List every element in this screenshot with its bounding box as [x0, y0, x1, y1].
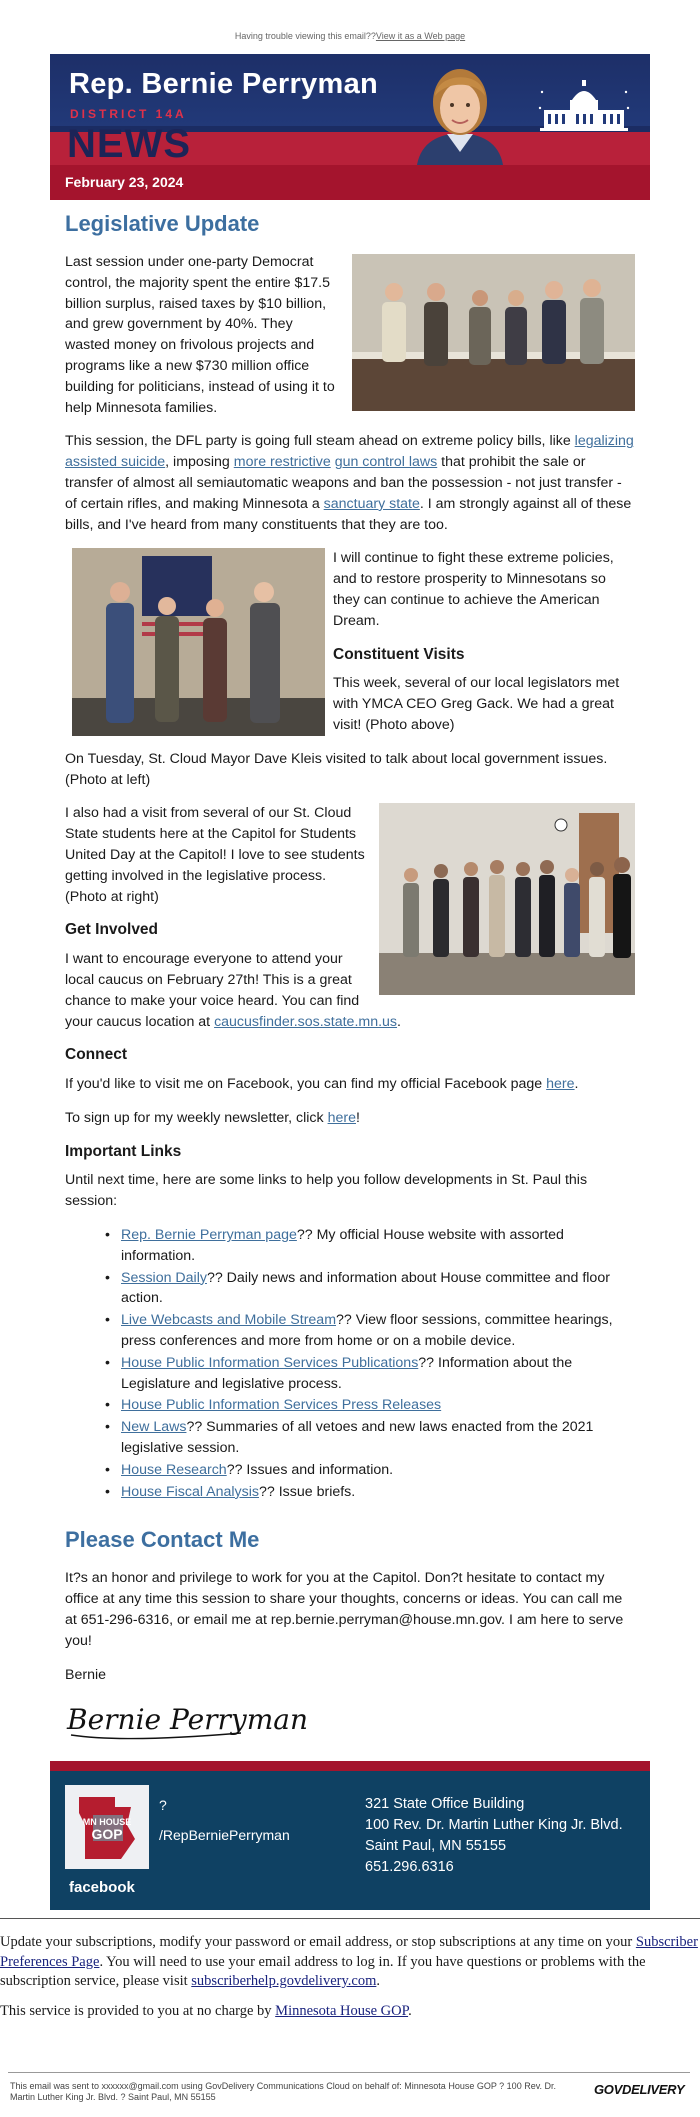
issue-date: February 23, 2024	[50, 165, 650, 200]
footer-question: ?	[159, 1797, 167, 1814]
subscription-paragraph: Update your subscriptions, modify your password or email address, or stop subscriptions at any time on your Subscriber Preferences Page. You will need to use your email address to log in. If you have questions or problems with the subscription service, please visit subscriberhelp.govdelivery.com.	[0, 1934, 698, 1989]
subscriber-preferences-link[interactable]: Subscriber Preferences Page	[0, 1934, 698, 1970]
gun-control-link[interactable]: gun control laws	[334, 454, 438, 471]
contact-heading: Please Contact Me	[65, 1527, 260, 1553]
list-item: • Session Daily?? Daily news and information about House committee and floor action.	[105, 1269, 610, 1307]
newsletter-signup-link[interactable]: here	[327, 1109, 356, 1126]
house-research-link[interactable]: House Research	[121, 1461, 227, 1478]
constituent-visits-heading: Constituent Visits	[333, 645, 465, 663]
signoff: Bernie	[65, 1666, 107, 1683]
newsletter-paragraph: To sign up for my weekly newsletter, click here!	[65, 1109, 360, 1126]
preheader	[0, 0, 700, 54]
important-links-list	[65, 1225, 635, 1502]
signature-image	[65, 1689, 309, 1751]
contact-paragraph: It?s an honor and privilege to work for you at the Capitol. Don?t hesitate to contact my office at any time this session to share your thoughts, concerns or ideas. You can call me at 651-296-6316, or email me at rep.bernie.perryman@house.mn.gov. I am here to serve you!	[65, 1570, 624, 1649]
session-daily-link[interactable]: Session Daily	[121, 1269, 207, 1286]
svg-text:GOP: GOP	[91, 1826, 123, 1843]
connect-heading: Connect	[65, 1046, 127, 1064]
list-item: • Rep. Bernie Perryman page?? My official House website with assorted information.	[105, 1227, 564, 1264]
more-restrictive-link[interactable]: more restrictive	[233, 454, 331, 471]
footer	[50, 1771, 650, 1910]
banner-news: NEWS	[67, 122, 191, 166]
new-laws-link[interactable]: New Laws	[121, 1419, 187, 1436]
caucus-finder-link[interactable]: caucusfinder.sos.state.mn.us	[214, 1013, 398, 1030]
important-links-intro: Until next time, here are some links to help you follow developments in St. Paul this session:	[65, 1172, 588, 1210]
visits-paragraph-3: I also had a visit from several of our St. Cloud State students here at the Capitol for Students United Day at the Capitol! I love to see students getting involved in the legislative process. (Photo at right)	[65, 805, 365, 905]
legislative-paragraph-1: Last session under one-party Democrat control, the majority spent the entire $17.5 billion surplus, raised taxes by $10 billion, and grew government by 40%. They wasted money on frivolous projects and programs like a new $730 million office building for politicians, instead of using it to help Minnesota families.	[65, 254, 335, 416]
banner-district: DISTRICT 14A	[70, 107, 187, 121]
house-gop-link[interactable]: Minnesota House GOP	[275, 2002, 409, 2019]
facebook-page-link[interactable]: here	[546, 1076, 575, 1093]
list-item: • House Public Information Services Press Releases	[105, 1397, 442, 1414]
banner-name: Rep. Bernie Perryman	[69, 68, 379, 100]
office-address: 321 State Office Building 100 Rev. Dr. Martin Luther King Jr. Blvd. Saint Paul, MN 55155 651.296.6316	[365, 1796, 623, 1876]
fineprint-divider	[8, 2072, 690, 2073]
important-links-heading: Important Links	[65, 1142, 182, 1160]
press-releases-link[interactable]: House Public Information Services Press Releases	[121, 1397, 442, 1414]
get-involved-heading: Get Involved	[65, 921, 159, 939]
service-paragraph: This service is provided to you at no charge by Minnesota House GOP.	[0, 2002, 412, 2019]
fiscal-analysis-link[interactable]: House Fiscal Analysis	[121, 1483, 259, 1500]
list-item: • House Research?? Issues and information.	[105, 1461, 394, 1478]
get-involved-paragraph: I want to encourage everyone to attend your local caucus on February 27th! This is a great chance to make your voice heard. You can find your caucus location at caucusfinder.sos.state.mn.us.	[65, 951, 401, 1030]
legislative-paragraph-2: This session, the DFL party is going full steam ahead on extreme policy bills, like legalizing assisted suicide, imposing more restrictive gun control laws that prohibit the sale or transfer of almost all semiautomatic weapons and ban the possession - not just transfer - of certain rifles, and making Minnesota a sanctuary state. I am strongly against all of these bills, and I've heard from many constituents that they are too.	[65, 433, 634, 533]
visits-paragraph-2: On Tuesday, St. Cloud Mayor Dave Kleis visited to talk about local government issues. (Photo at left)	[65, 750, 608, 788]
facebook-handle[interactable]: /RepBerniePerryman	[159, 1827, 290, 1844]
legislative-update-heading: Legislative Update	[65, 211, 260, 236]
legislative-paragraph-3: I will continue to fight these extreme policies, and to restore prosperity to Minnesotans so they can continue to achieve the American Dream.	[333, 550, 614, 629]
publications-link[interactable]: House Public Information Services Publications	[121, 1354, 419, 1371]
mayor-visit-photo	[72, 548, 325, 736]
footer-divider	[50, 1761, 650, 1771]
main-content	[50, 200, 650, 1761]
signature-text: Bernie Perryman	[67, 1703, 309, 1737]
facebook-label[interactable]: facebook	[69, 1879, 135, 1897]
subscriber-help-link[interactable]: subscriberhelp.govdelivery.com	[191, 1973, 377, 1989]
webcasts-link[interactable]: Live Webcasts and Mobile Stream	[121, 1312, 337, 1329]
list-item: • Live Webcasts and Mobile Stream?? View floor sessions, committee hearings, press conferences and more from home or on a mobile device.	[105, 1312, 613, 1350]
legislators-ymca-photo	[352, 254, 635, 411]
students-visit-photo	[379, 803, 635, 995]
svg-text:MN HOUSE: MN HOUSE	[82, 1817, 132, 1828]
list-item: • House Fiscal Analysis?? Issue briefs.	[105, 1483, 356, 1500]
subscription-notice	[0, 1918, 700, 2031]
preheader-text: Having trouble viewing this email??	[234, 31, 376, 41]
govdelivery-logo[interactable]: GOVDELIVERY	[594, 2082, 685, 2097]
fineprint: This email was sent to xxxxxx@gmail.com using GovDelivery Communications Cloud on behalf of: Minnesota House GOP ? 100 Rev. Dr. Martin Luther King Jr. Blvd. ? Saint Paul, MN 55155	[10, 2081, 557, 2102]
sanctuary-state-link[interactable]: sanctuary state	[323, 495, 420, 512]
view-web-link[interactable]: View it as a Web page	[375, 31, 466, 41]
portrait-image	[407, 56, 513, 165]
header-banner	[50, 54, 650, 165]
signature	[65, 1689, 635, 1761]
house-gop-logo[interactable]	[65, 1785, 149, 1869]
house-page-link[interactable]: Rep. Bernie Perryman page	[121, 1227, 297, 1244]
newsletter	[50, 54, 650, 1910]
list-item: • House Public Information Services Publications?? Information about the Legislature and legislative process.	[105, 1354, 573, 1392]
capitol-icon	[534, 80, 634, 132]
list-item: • New Laws?? Summaries of all vetoes and new laws enacted from the 2021 legislative session.	[105, 1419, 594, 1457]
assisted-suicide-link[interactable]: legalizing assisted suicide	[65, 433, 634, 471]
visits-paragraph-1: This week, several of our local legislators met with YMCA CEO Greg Gack. We had a great visit! (Photo above)	[333, 675, 620, 733]
facebook-paragraph: If you'd like to visit me on Facebook, you can find my official Facebook page here.	[65, 1076, 579, 1093]
